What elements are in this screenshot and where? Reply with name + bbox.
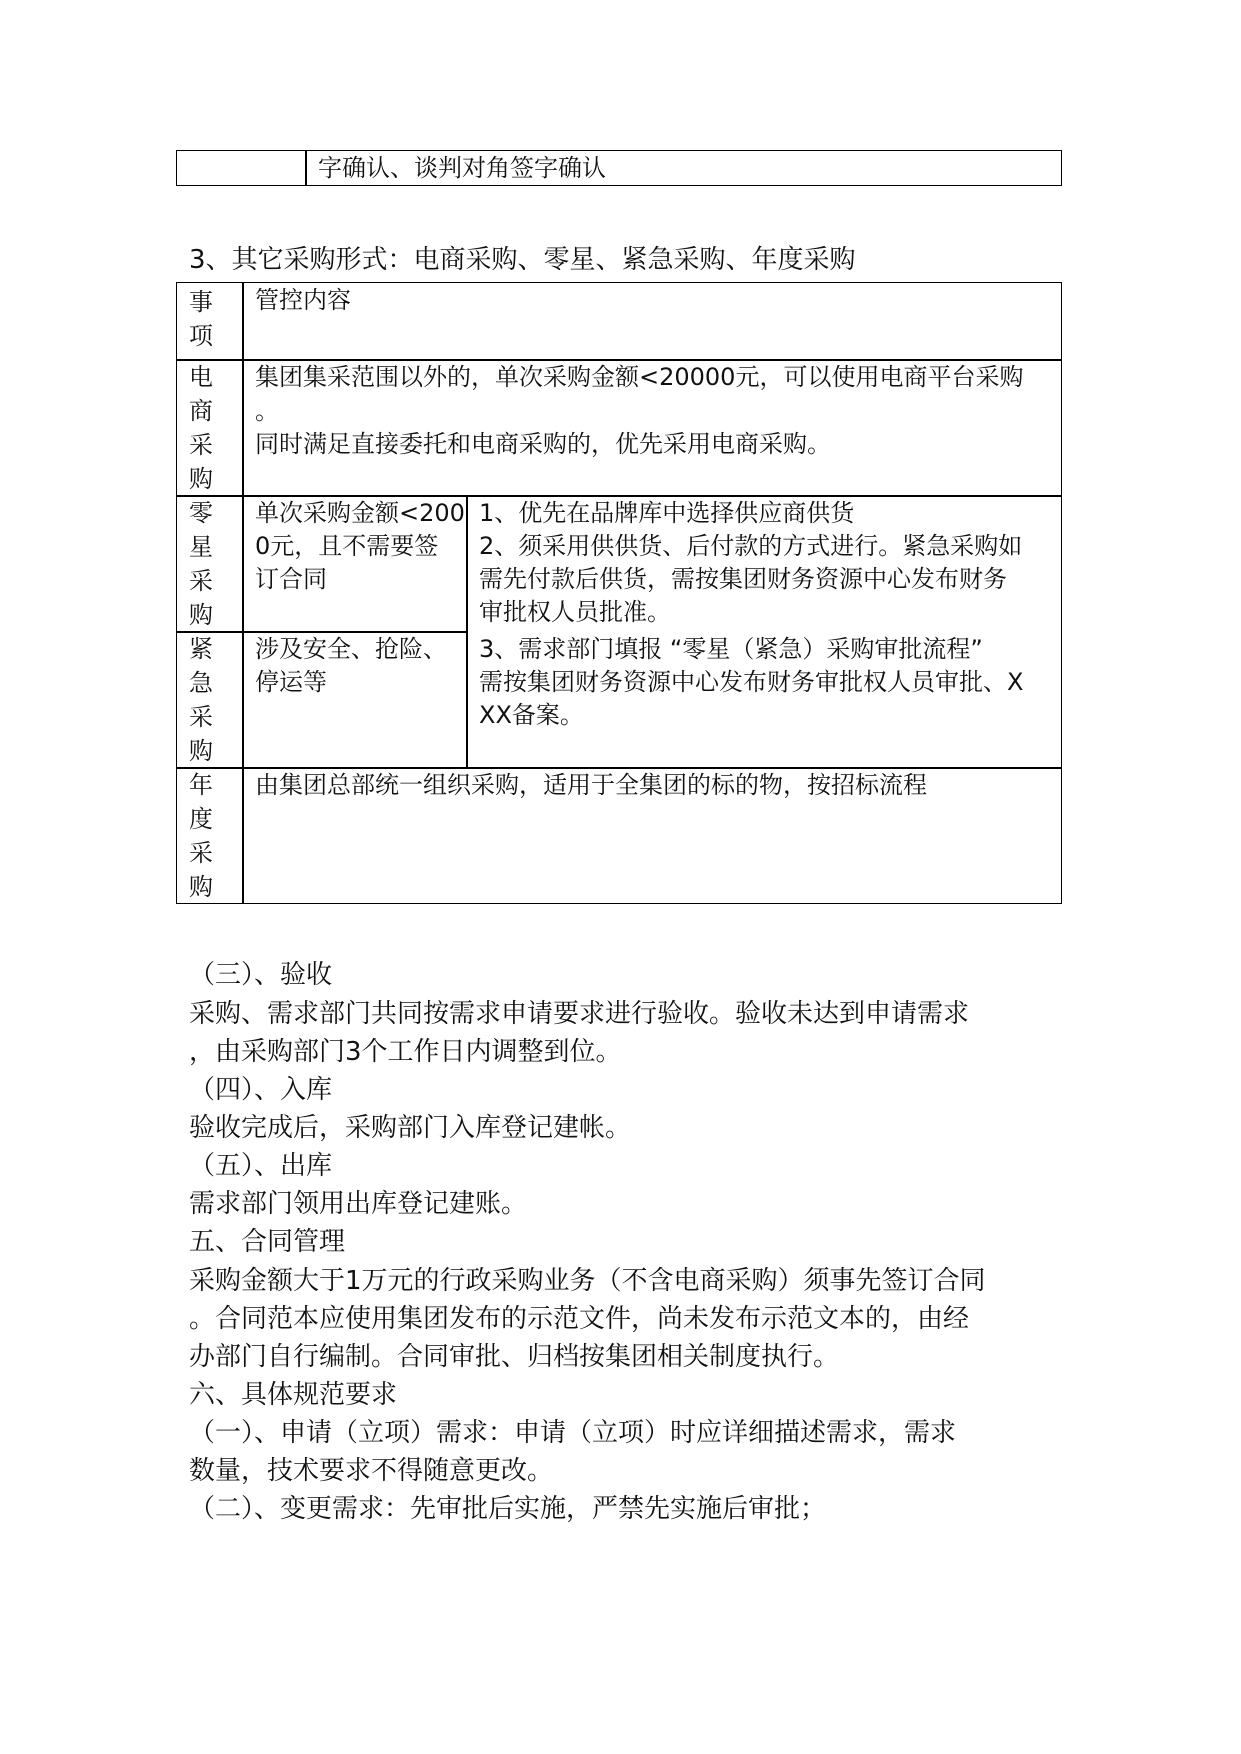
- sporadic-label-cell: [176, 495, 244, 633]
- top-table-cell-2: [305, 150, 1062, 186]
- heading-contract: 五、合同管理: [189, 1227, 346, 1257]
- annual-content: 由集团总部统一组织采购，适用于全集团的标的物，按招标流程: [255, 771, 927, 799]
- rule-line-2: 2、须采用供供货、后付款的方式进行。紧急采购如: [479, 532, 1023, 560]
- ecommerce-label: 电商采购: [189, 363, 213, 493]
- ecommerce-content-cell: [242, 359, 1062, 497]
- para-acceptance-1: 采购、需求部门共同按需求申请要求进行验收。验收未达到申请需求: [189, 999, 970, 1029]
- rule-line-6: 需按集团财务资源中心发布财务审批权人员审批、X: [479, 668, 1024, 696]
- ecommerce-line2: 。: [255, 397, 279, 425]
- para-warehousing: 验收完成后，采购部门入库登记建帐。: [189, 1113, 632, 1143]
- rule-line-1: 1、优先在品牌库中选择供应商供货: [479, 499, 855, 527]
- sporadic-label: 零星采购: [189, 499, 213, 629]
- sporadic-cond-line1: 单次采购金额<200: [255, 499, 465, 527]
- para-requirements-1: （一）、申请（立项）需求：申请（立项）时应详细描述需求，需求: [189, 1418, 957, 1448]
- para-requirements-3: （二）、变更需求：先审批后实施，严禁先实施后审批；: [189, 1494, 827, 1524]
- sporadic-cond-line3: 订合同: [255, 565, 327, 593]
- heading-outbound: （五）、出库: [189, 1151, 333, 1181]
- sporadic-cond-line2: 0元，且不需要签: [255, 532, 439, 560]
- shared-rules-cell: [466, 495, 1062, 769]
- rule-line-4: 审批权人员批准。: [479, 598, 671, 626]
- header-col1: [176, 282, 244, 361]
- annual-label: 年度采购: [189, 771, 213, 901]
- heading-warehousing: （四）、入库: [189, 1075, 333, 1105]
- para-acceptance-2: ，由采购部门3个工作日内调整到位。: [189, 1037, 622, 1067]
- para-outbound: 需求部门领用出库登记建账。: [189, 1189, 528, 1219]
- rule-line-7: XX备案。: [479, 701, 584, 729]
- header-col2: [242, 282, 1062, 361]
- sporadic-condition-cell: [242, 495, 468, 633]
- section3-title: 3、其它采购形式：电商采购、零星、紧急采购、年度采购: [189, 245, 856, 275]
- urgent-cond-line2: 停运等: [255, 668, 327, 696]
- para-requirements-2: 数量，技术要求不得随意更改。: [189, 1456, 554, 1486]
- para-contract-2: 。合同范本应使用集团发布的示范文件，尚未发布示范文本的，由经: [189, 1304, 970, 1334]
- top-table-cell-1: [176, 150, 307, 186]
- header-col1-text: 事项: [189, 288, 213, 350]
- urgent-label: 紧急采购: [189, 635, 213, 765]
- para-contract-3: 办部门自行编制。合同审批、归档按集团相关制度执行。: [189, 1342, 840, 1372]
- header-col2-text: 管控内容: [255, 286, 351, 314]
- ecommerce-line1: 集团集采范围以外的，单次采购金额<20000元，可以使用电商平台采购: [255, 363, 1024, 391]
- annual-label-cell: [176, 767, 244, 904]
- ecommerce-line3: 同时满足直接委托和电商采购的，优先采用电商采购。: [255, 430, 831, 458]
- top-table-text: 字确认、谈判对角签字确认: [318, 154, 606, 182]
- annual-content-cell: [242, 767, 1062, 904]
- heading-requirements: 六、具体规范要求: [189, 1380, 398, 1410]
- urgent-condition-cell: [242, 631, 468, 769]
- heading-acceptance: （三）、验收: [189, 960, 333, 990]
- urgent-label-cell: [176, 631, 244, 769]
- rule-line-5: 3、需求部门填报 “零星（紧急）采购审批流程”: [479, 635, 983, 663]
- rule-line-3: 需先付款后供货，需按集团财务资源中心发布财务: [479, 565, 1007, 593]
- ecommerce-label-cell: [176, 359, 244, 497]
- urgent-cond-line1: 涉及安全、抢险、: [255, 635, 447, 663]
- para-contract-1: 采购金额大于1万元的行政采购业务（不含电商采购）须事先签订合同: [189, 1266, 986, 1296]
